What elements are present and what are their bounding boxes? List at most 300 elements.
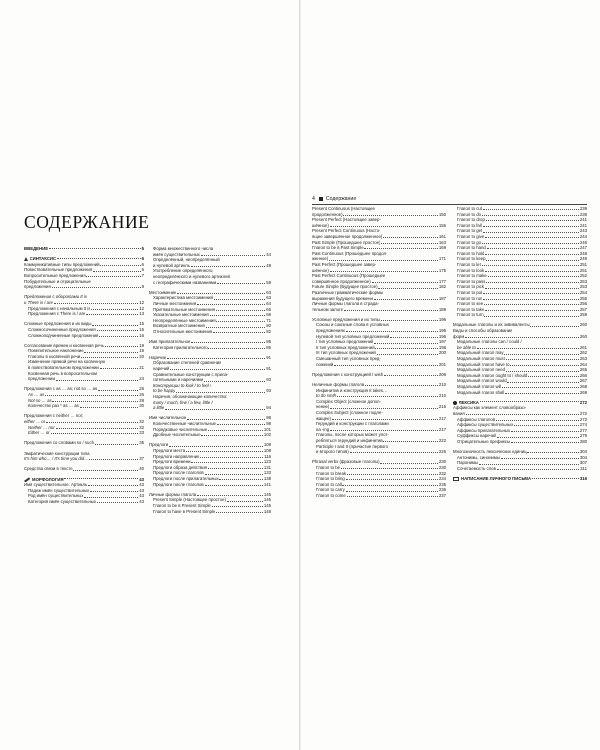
- toc-entry[interactable]: [312, 372, 446, 378]
- toc-section: [453, 476, 587, 482]
- dot-leader: [381, 243, 438, 244]
- toc-entry-title: на -ing: [316, 426, 330, 432]
- toc-page-number: 156: [438, 222, 446, 228]
- toc-entry-title: Present Continuous (Настоящее: [312, 206, 375, 211]
- dot-leader: [177, 293, 265, 294]
- toc-entry[interactable]: [312, 493, 446, 499]
- toc-page-number: 255: [579, 295, 587, 301]
- toc-entry-title: Глагол to make: [457, 273, 487, 279]
- toc-page-number: 316: [579, 476, 587, 482]
- toc-entry[interactable]: [149, 432, 271, 438]
- toc-entry-title: форм: [453, 333, 465, 339]
- dot-leader: [52, 401, 138, 402]
- toc-entry-title: Future Simple (Будущее простое): [312, 284, 378, 290]
- dot-leader: [482, 265, 579, 266]
- dot-leader: [191, 462, 263, 463]
- dot-leader: [64, 478, 138, 479]
- toc-entry-title: Глагол to be в Present Simple: [153, 502, 211, 508]
- toc-page-number: 16: [139, 332, 144, 338]
- toc-entry-title: Complex Subject (сложное подле-: [316, 409, 383, 415]
- toc-entry-title: Предложения с There is / are: [28, 311, 86, 317]
- toc-page-number: 6: [141, 261, 144, 267]
- dot-leader: [510, 365, 579, 366]
- dot-leader: [165, 409, 265, 410]
- toc-page-number: 71: [266, 317, 271, 323]
- dot-leader: [191, 266, 266, 267]
- dot-leader: [167, 358, 265, 359]
- dot-leader: [480, 401, 579, 402]
- toc-entry-title: Complex Object (сложное допол-: [316, 398, 381, 404]
- dot-leader: [186, 451, 263, 452]
- dot-leader: [54, 303, 139, 304]
- toc-page-number: 150: [438, 211, 446, 217]
- toc-page-number: 311: [580, 465, 587, 471]
- dot-leader: [95, 444, 139, 445]
- dot-leader: [208, 348, 265, 349]
- toc-entry-title: Условные предложения и их типы: [312, 316, 380, 322]
- toc-entry-title: Предлоги после глаголов: [153, 470, 204, 476]
- envelope-icon: [453, 477, 459, 481]
- toc-page-number: 133: [263, 470, 271, 476]
- dot-leader: [201, 435, 263, 436]
- toc-entry-title: Past Perfect (Прошедшее завер-: [312, 261, 377, 267]
- toc-page-number: 267: [579, 378, 587, 384]
- toc-section: [24, 246, 144, 252]
- toc-page-number: 6: [141, 267, 144, 273]
- dot-leader: [347, 474, 438, 475]
- toc-section: [24, 477, 144, 505]
- toc-entry-title: Предлоги образа действия: [153, 464, 207, 470]
- toc-section: [24, 386, 144, 408]
- dot-leader: [197, 304, 265, 305]
- toc-page-number: 253: [579, 284, 587, 290]
- toc-entry-title: Глагол to hand: [457, 245, 486, 251]
- dot-leader: [334, 365, 438, 366]
- toc-page-number: 254: [579, 289, 587, 295]
- toc-entry[interactable]: [453, 390, 587, 396]
- toc-entry-title: Модальный глагол may: [457, 350, 504, 356]
- toc-entry[interactable]: [24, 403, 144, 409]
- dot-leader: [57, 258, 141, 259]
- dot-leader: [375, 348, 438, 349]
- toc-entry-title: Определённый, неопределённый: [153, 257, 220, 263]
- toc-chapter-heading[interactable]: [453, 476, 587, 482]
- toc-entry-title: Предлоги времени: [153, 459, 191, 465]
- dot-leader: [346, 479, 438, 480]
- toc-page-number: 236: [438, 487, 446, 493]
- toc-entry-title: Аффиксы как элемент словообразо-: [453, 405, 527, 411]
- dot-leader: [501, 458, 579, 459]
- toc-entry-title: Глагол to run: [457, 295, 483, 301]
- toc-entry-title: Количественные числительные: [153, 421, 216, 426]
- dot-leader: [84, 497, 138, 498]
- toc-section: [24, 440, 144, 446]
- toc-page-number: 163: [438, 239, 446, 245]
- toc-entry-title: It's him who… / It's time you did…: [24, 456, 89, 462]
- dot-leader: [485, 288, 579, 289]
- toc-entry-title: женное): [312, 256, 329, 262]
- toc-page-number: 26: [139, 392, 144, 398]
- toc-entry-title: As … as: [28, 392, 45, 398]
- toc-entry[interactable]: [149, 345, 271, 351]
- toc-page-number: 266: [579, 372, 587, 378]
- toc-page-number: 263: [579, 356, 587, 362]
- toc-page-number: 261: [579, 344, 587, 350]
- dot-leader: [52, 287, 141, 288]
- toc-section: [149, 442, 271, 487]
- dot-leader: [98, 390, 138, 391]
- toc-entry-title: НАПИСАНИЕ ЛИЧНОГО ПИСЬМА: [461, 476, 532, 482]
- toc-entry-title: Герундий и конструкции с глаголами: [316, 421, 389, 427]
- toc-entry-title: Указательные местоимения: [153, 312, 209, 318]
- toc-section: [149, 355, 271, 411]
- toc-entry-title: Модальные глаголы и их эквиваленты: [453, 322, 530, 328]
- dot-leader: [484, 316, 579, 317]
- toc-entry[interactable]: [312, 362, 446, 368]
- dot-leader: [378, 288, 438, 289]
- toc-chapter-heading[interactable]: [24, 246, 144, 252]
- toc-section: [149, 246, 271, 285]
- toc-page-number: 217: [438, 415, 446, 421]
- dot-leader: [466, 414, 580, 415]
- dot-leader: [486, 282, 579, 283]
- toc-page-number: 80: [266, 323, 271, 329]
- dot-leader: [483, 299, 579, 300]
- toc-entry[interactable]: [149, 329, 271, 335]
- toc-entry-title: Личные формы глагола в страда-: [312, 301, 379, 307]
- toc-entry-title: Предлоги: [149, 442, 169, 448]
- toc-entry[interactable]: [149, 509, 271, 515]
- toc-entry[interactable]: [24, 311, 144, 317]
- toc-entry-title: Категория имён существительных: [28, 498, 97, 504]
- toc-page-number: 307: [579, 460, 587, 466]
- toc-entry-title: Глагол to let: [457, 261, 481, 267]
- toc-entry-title: Род имён существительных: [28, 493, 84, 499]
- dot-leader: [330, 408, 438, 409]
- toc-page-number: 217: [438, 426, 446, 432]
- dot-leader: [486, 220, 579, 221]
- toc-entry-title: предложении: [28, 376, 55, 382]
- toc-entry-title: вания: [453, 410, 465, 416]
- toc-page-number: 63: [266, 295, 271, 301]
- toc-entry[interactable]: [24, 430, 144, 436]
- toc-page-number: 43: [139, 487, 144, 493]
- toc-page-number: 13: [139, 311, 144, 317]
- dot-leader: [479, 464, 579, 465]
- dot-leader: [485, 271, 579, 272]
- toc-section: [453, 322, 587, 395]
- toc-entry-title: Образование степеней сравнения: [153, 360, 222, 366]
- dot-leader: [497, 469, 580, 470]
- toc-page-number: 226: [438, 449, 446, 455]
- toc-section: [312, 372, 446, 378]
- toc-entry-title: Глагол to put: [457, 289, 483, 295]
- toc-entry-title: Смешанный тип условных пред-: [316, 356, 381, 362]
- dot-leader: [504, 354, 579, 355]
- toc-page-number: 43: [139, 498, 144, 504]
- toc-entry-title: Союзы и союзные слова в условных: [316, 322, 389, 328]
- toc-page-number: 63: [266, 289, 271, 295]
- toc-entry-title: Предлоги после глаголов: [153, 481, 204, 487]
- toc-entry-title: Глагол to drop: [457, 217, 485, 223]
- page-title: СОДЕРЖАНИЕ: [24, 212, 150, 232]
- toc-page-number: 69: [266, 312, 271, 318]
- toc-entry-title: Личные местоимения: [153, 300, 197, 306]
- toc-section: [24, 451, 144, 462]
- toc-page-number: 102: [263, 432, 271, 438]
- dot-leader: [89, 459, 138, 460]
- toc-entry-title: Аффиксы прилагательных: [457, 427, 511, 433]
- toc-entry-title: Глагол to go: [457, 239, 482, 245]
- toc-page-number: 49: [266, 262, 271, 268]
- toc-section: [453, 400, 587, 445]
- toc-page-number: 26: [139, 386, 144, 392]
- toc-entry[interactable]: [24, 499, 144, 505]
- toc-entry[interactable]: [24, 440, 144, 446]
- toc-entry-title: Глагол to call: [316, 481, 342, 487]
- running-header: [312, 196, 587, 205]
- toc-entry[interactable]: [24, 333, 144, 339]
- toc-page-number: 200: [438, 350, 446, 356]
- toc-entry-title: Антонимы, синонимы: [457, 454, 500, 460]
- dot-leader: [381, 320, 438, 321]
- toc-entry-title: Сложносочиненные предложения: [28, 326, 96, 332]
- dot-leader: [205, 474, 264, 475]
- dot-leader: [216, 321, 265, 322]
- toc-entry[interactable]: [149, 482, 271, 488]
- dot-leader: [530, 326, 579, 327]
- toc-entry-title: Сложноподчиненные предложения: [28, 332, 99, 338]
- toc-entry[interactable]: [24, 456, 144, 462]
- toc-entry-title: Средства связи в тексте: [24, 466, 73, 472]
- toc-entry[interactable]: [453, 466, 587, 472]
- toc-column-3: [312, 206, 446, 503]
- toc-entry-title: тельном залоге: [312, 306, 343, 312]
- toc-entry-title: и второго типов): [316, 449, 349, 455]
- dot-leader: [374, 299, 438, 300]
- toc-entry[interactable]: [312, 307, 446, 313]
- toc-section: [312, 459, 446, 498]
- toc-entry[interactable]: [149, 405, 271, 411]
- toc-page-number: 262: [579, 350, 587, 356]
- toc-page-number: 33: [139, 430, 144, 436]
- toc-entry-title: Модальный глагол shall: [457, 389, 505, 395]
- toc-page-number: 12: [139, 299, 144, 305]
- toc-page-number: 239: [579, 211, 587, 217]
- toc-entry-title: Предложения с neither … nor;: [24, 413, 84, 419]
- toc-entry[interactable]: [149, 280, 271, 286]
- pen-icon: [24, 477, 30, 482]
- toc-entry[interactable]: [24, 376, 144, 382]
- toc-page-number: 196: [438, 316, 446, 322]
- toc-page-number: 91: [266, 366, 271, 372]
- toc-page-number: 210: [438, 393, 446, 399]
- toc-entry-title: Имя числительное: [149, 415, 187, 421]
- dot-leader: [465, 337, 579, 338]
- toc-section: [24, 413, 144, 435]
- toc-section: [149, 290, 271, 335]
- toc-page-number: 230: [438, 459, 446, 465]
- toc-entry-title: III тип условных предложений: [316, 350, 376, 356]
- running-header-text: Содержание: [325, 196, 357, 202]
- toc-page-number: 256: [579, 301, 587, 307]
- toc-entry-title: выражения будущего времени: [312, 295, 373, 301]
- toc-entry-title: Сложные предложения и их виды: [24, 321, 92, 327]
- toc-page-number: 12: [139, 305, 144, 311]
- dot-leader: [505, 393, 579, 394]
- toc-entry-title: Глагол to bring: [316, 476, 345, 482]
- toc-page-number: 145: [263, 497, 271, 503]
- toc-entry-title: Предложения с конструкцией I wish: [312, 371, 384, 377]
- toc-page-number: 86: [266, 344, 271, 350]
- dot-leader: [49, 248, 141, 249]
- dot-leader: [483, 232, 579, 233]
- toc-page-number: 269: [579, 389, 587, 395]
- toc-section: [24, 294, 144, 316]
- toc-page-number: 148: [263, 508, 271, 514]
- dot-leader: [73, 470, 138, 471]
- dot-leader: [213, 332, 265, 333]
- toc-entry-title: Инфинитив и конструкция It takes…: [316, 387, 388, 393]
- dot-leader: [341, 468, 438, 469]
- toc-entry-title: Вопросительные предложения: [24, 272, 86, 278]
- toc-entry-title: Глагол to do: [457, 211, 482, 217]
- dot-leader: [346, 491, 438, 492]
- dot-leader: [205, 485, 264, 486]
- toc-entry-title: Предложения с as … as; not so … as: [24, 386, 98, 392]
- toc-page-number: 28: [139, 397, 144, 403]
- toc-page-number: 43: [139, 476, 144, 482]
- toc-entry-title: Имя существительное. Артикль: [24, 482, 88, 488]
- toc-page-number: 237: [438, 492, 446, 498]
- dot-leader: [169, 446, 263, 447]
- toc-entry-title: ЛЕКСИКА: [458, 399, 479, 405]
- toc-entry-title: Глагол to hold: [457, 250, 485, 256]
- toc-page-number: 277: [579, 427, 587, 433]
- toc-page-number: 161: [438, 233, 446, 239]
- dot-leader: [511, 442, 579, 443]
- toc-entry[interactable]: [453, 439, 587, 445]
- dot-leader: [488, 276, 579, 277]
- toc-entry-title: Модальный глагол will: [457, 384, 502, 389]
- toc-entry-title: Глагол to keep: [457, 256, 486, 262]
- toc-page-number: 189: [438, 306, 446, 312]
- toc-entry-title: Конструкции to look / to feel /: [153, 382, 212, 388]
- toc-entry-title: шённое): [312, 267, 329, 273]
- toc-page-number: 272: [579, 399, 587, 405]
- dot-leader: [337, 396, 438, 397]
- toc-page-number: 260: [579, 333, 587, 339]
- dot-leader: [372, 282, 439, 283]
- toc-page-number: 169: [438, 245, 446, 251]
- toc-page-number: 35: [139, 440, 144, 446]
- toc-entry-title: ребляться герундий и инфинитив: [316, 437, 383, 443]
- toc-page-number: 20: [139, 353, 144, 359]
- toc-entry[interactable]: [312, 449, 446, 455]
- toc-entry-title: жащее): [316, 415, 331, 421]
- toc-section: [453, 449, 587, 471]
- toc-entry-title: предложениях: [316, 328, 345, 334]
- toc-page-number: 244: [579, 233, 587, 239]
- dot-leader: [483, 293, 579, 294]
- toc-entry-title: и There is / are: [24, 299, 53, 305]
- toc-page-number: 257: [579, 306, 587, 312]
- dot-leader: [170, 369, 265, 370]
- toc-entry-title: ложений: [316, 361, 334, 367]
- toc-entry-title: ВВЕДЕНИЕ: [24, 246, 49, 251]
- toc-entry-title: Предлоги места: [153, 447, 186, 453]
- toc-column-1: [24, 246, 144, 509]
- square-bullet-icon: [319, 197, 323, 201]
- toc-entry-title: имён существительных: [153, 251, 200, 257]
- toc-entry-title: МОРФОЛОГИЯ: [32, 476, 64, 482]
- toc-page-number: 82: [266, 328, 271, 334]
- toc-entry-title: Коммуникативные типы предложений: [24, 261, 100, 267]
- toc-entry-title: Имя прилагательное: [149, 339, 191, 345]
- toc-column-4: [453, 206, 587, 486]
- dot-leader: [219, 479, 263, 480]
- dot-leader: [97, 502, 139, 503]
- toc-page-number: 251: [579, 261, 587, 267]
- toc-entry-title: Модальный глагол have to: [457, 361, 510, 367]
- toc-section: [24, 466, 144, 472]
- toc-entry[interactable]: [24, 284, 144, 290]
- toc-entry-title: Глаголы, после которых может упот-: [316, 432, 389, 438]
- dot-leader: [56, 380, 139, 381]
- toc-entry-title: шённое): [312, 222, 329, 228]
- toc-entry-title: в повествовательном предложении: [28, 365, 99, 371]
- dot-leader: [46, 422, 138, 423]
- toc-entry-title: Предложения с оборотами It is: [24, 294, 87, 300]
- dot-leader: [329, 260, 438, 261]
- dot-leader: [528, 376, 579, 377]
- toc-page-number: 91: [266, 354, 271, 360]
- toc-page-number: 15: [139, 326, 144, 332]
- dot-leader: [485, 310, 579, 311]
- toc-page-number: 30: [139, 403, 144, 409]
- dot-leader: [99, 336, 138, 337]
- toc-entry[interactable]: [453, 312, 587, 318]
- toc-page-number: 15: [139, 321, 144, 327]
- toc-entry-title: Present Perfect (Настоящее завер-: [312, 217, 381, 223]
- dot-leader: [332, 419, 438, 420]
- toc-page-number: 230: [438, 464, 446, 470]
- toc-page-number: 210: [438, 382, 446, 387]
- dot-leader: [377, 354, 438, 355]
- dot-leader: [91, 309, 138, 310]
- toc-entry-title: Глагол to carry: [316, 487, 345, 493]
- toc-page-number: 196: [438, 333, 446, 339]
- toc-entry-title: Неопределённые местоимения: [153, 317, 216, 323]
- toc-entry-title: Past Perfect Continuous (Прошедшее: [312, 273, 386, 279]
- dot-leader: [485, 254, 579, 255]
- toc-entry-title: Паронимы: [457, 460, 479, 466]
- toc-entry[interactable]: [24, 466, 144, 472]
- toc-page-number: 260: [579, 322, 587, 328]
- dot-leader: [365, 385, 438, 386]
- dot-leader: [502, 387, 579, 388]
- toc-entry-title: Характеристика местоимений: [153, 295, 213, 301]
- page-gutter: [299, 0, 301, 750]
- dot-leader: [197, 495, 263, 496]
- dot-leader: [100, 368, 139, 369]
- toc-entry-title: Глагол to take: [457, 306, 485, 312]
- dot-leader: [187, 419, 265, 420]
- toc-page-number: 131: [263, 464, 271, 470]
- toc-page-number: 272: [579, 416, 587, 422]
- dot-leader: [90, 491, 138, 492]
- toc-page-number: 44: [266, 251, 271, 257]
